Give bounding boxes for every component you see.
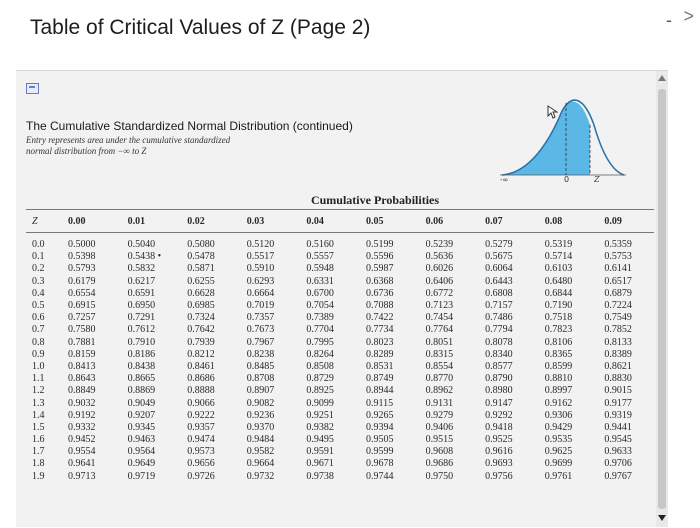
- probability-cell: 0.8708: [246, 373, 275, 385]
- probability-cell: 0.5040: [127, 239, 156, 251]
- table-row: [26, 233, 654, 252]
- probability-cell: 0.8023: [365, 336, 394, 348]
- probability-cell: 0.9732: [246, 470, 275, 482]
- probability-cell: 0.8133: [604, 336, 632, 348]
- probability-cell: 0.5517: [246, 251, 275, 263]
- cursor-icon: [546, 105, 558, 119]
- probability-cell: 0.5871: [187, 263, 215, 275]
- probability-cell: 0.5557: [306, 251, 334, 263]
- probability-cell: 0.5000: [68, 239, 96, 251]
- probability-cell: 0.6517: [604, 275, 632, 287]
- z-value-cell: 0.0: [32, 239, 45, 251]
- probability-cell: 0.5948: [306, 263, 334, 275]
- probability-cell: 0.7794: [485, 324, 513, 336]
- probability-cell: 0.8869: [127, 385, 156, 397]
- z-value-cell: 0.7: [32, 324, 45, 336]
- table-row: [26, 263, 654, 275]
- probability-cell: 0.9744: [365, 470, 394, 482]
- probability-cell: 0.5120: [246, 239, 275, 251]
- probability-cell: 0.8962: [425, 385, 454, 397]
- probability-cell: 0.8264: [306, 348, 334, 360]
- probability-cell: 0.6255: [187, 275, 215, 287]
- probability-cell: 0.5359: [604, 239, 632, 251]
- probability-cell: 0.5478: [187, 251, 215, 263]
- probability-cell: 0.7549: [604, 312, 632, 324]
- header-col: 0.06: [416, 210, 476, 233]
- z-value-cell: 0.3: [32, 275, 45, 287]
- probability-cell: 0.9279: [425, 409, 454, 421]
- scroll-up-icon[interactable]: [658, 75, 666, 81]
- probability-cell: 0.9535: [544, 434, 573, 446]
- entry-note: [26, 135, 306, 157]
- probability-cell: 0.9582: [246, 446, 275, 458]
- z-value-cell: 1.6: [32, 434, 45, 446]
- table-row: [26, 434, 654, 446]
- probability-cell: 0.5160: [306, 239, 334, 251]
- probability-cell: 0.7019: [246, 300, 275, 312]
- probability-cell: 0.8997: [544, 385, 573, 397]
- table-row: [26, 288, 654, 300]
- table-row: [26, 397, 654, 409]
- probability-cell: 0.9545: [604, 434, 632, 446]
- probability-cell: 0.5675: [485, 251, 513, 263]
- probability-cell: 0.5596: [365, 251, 394, 263]
- probability-cell: 0.6808: [485, 287, 513, 299]
- probability-cell: 0.9649: [127, 458, 156, 470]
- header-col: 0.03: [237, 210, 297, 233]
- entry-note-line2: normal distribution from −∞ to Z: [26, 146, 147, 156]
- probability-cell: 0.7881: [68, 336, 96, 348]
- header-col: 0.07: [475, 210, 535, 233]
- probability-cell: 0.9452: [68, 434, 96, 446]
- probability-cell: 0.5910: [246, 263, 275, 275]
- probability-cell: 0.7123: [425, 300, 454, 312]
- probability-cell: 0.9726: [187, 470, 215, 482]
- probability-cell: 0.8508: [306, 360, 334, 372]
- probability-cell: 0.6554: [68, 287, 96, 299]
- probability-cell: 0.7422: [365, 312, 394, 324]
- document-viewer: [16, 70, 668, 527]
- probability-cell: 0.9207: [127, 409, 156, 421]
- probability-cell: 0.8485: [246, 360, 275, 372]
- probability-cell: 0.8340: [485, 348, 513, 360]
- label-minus-inf: -∞: [500, 176, 509, 183]
- probability-cell: 0.9099: [306, 397, 334, 409]
- z-value-cell: 0.5: [32, 300, 45, 312]
- probability-cell: 0.8365: [544, 348, 573, 360]
- scroll-down-icon[interactable]: [658, 515, 666, 521]
- probability-cell: 0.9608: [425, 446, 454, 458]
- probability-cell: 0.8238: [246, 348, 275, 360]
- probability-cell: 0.9332: [68, 421, 96, 433]
- probability-cell: 0.8849: [68, 385, 96, 397]
- page-title: Table of Critical Values of Z (Page 2): [30, 16, 371, 39]
- probability-cell: 0.9515: [425, 434, 454, 446]
- probability-cell: 0.9738: [306, 470, 334, 482]
- probability-cell: 0.6985: [187, 300, 215, 312]
- scroll-thumb[interactable]: [658, 89, 666, 509]
- probability-cell: 0.5199: [365, 239, 394, 251]
- probability-cell: 0.5987: [365, 263, 394, 275]
- probability-cell: 0.6141: [604, 263, 632, 275]
- probability-cell: 0.9719: [127, 470, 156, 482]
- probability-cell: 0.9656: [187, 458, 215, 470]
- probability-cell: 0.8051: [425, 336, 454, 348]
- distribution-heading: The Cumulative Standardized Normal Distribution (continued): [26, 119, 353, 133]
- probability-cell: 0.7291: [127, 312, 156, 324]
- probability-cell: 0.6179: [68, 275, 96, 287]
- probability-cell: 0.8212: [187, 348, 215, 360]
- probability-cell: 0.9591: [306, 446, 334, 458]
- normal-curve-figure: [498, 95, 628, 183]
- probability-cell: 0.9345: [127, 421, 156, 433]
- probability-cell: 0.9706: [604, 458, 632, 470]
- probability-cell: 0.7704: [306, 324, 334, 336]
- probability-cell: 0.6700: [306, 287, 334, 299]
- probability-cell: 0.8665: [127, 373, 156, 385]
- probability-cell: 0.9015: [604, 385, 632, 397]
- table-row: [26, 361, 654, 373]
- probability-cell: 0.5832: [127, 263, 156, 275]
- probability-cell: 0.9625: [544, 446, 573, 458]
- probability-cell: 0.9761: [544, 470, 573, 482]
- probability-cell: 0.9066: [187, 397, 215, 409]
- probability-cell: 0.5398: [68, 251, 96, 263]
- probability-cell: 0.9699: [544, 458, 573, 470]
- probability-cell: 0.7224: [604, 300, 632, 312]
- probability-cell: 0.5793: [68, 263, 96, 275]
- probability-cell: 0.5753: [604, 251, 632, 263]
- probability-cell: 0.6772: [425, 287, 454, 299]
- probability-cell: 0.9750: [425, 470, 454, 482]
- probability-cell: 0.8531: [365, 360, 394, 372]
- table-title: Cumulative Probabilities: [310, 193, 440, 207]
- probability-cell: 0.6591: [127, 287, 156, 299]
- header-col: 0.01: [118, 210, 178, 233]
- probability-cell: 0.9756: [485, 470, 513, 482]
- probability-cell: 0.9306: [544, 409, 573, 421]
- probability-cell: 0.7823: [544, 324, 573, 336]
- probability-cell: 0.9115: [365, 397, 394, 409]
- header-col: 0.02: [177, 210, 237, 233]
- probability-cell: 0.7852: [604, 324, 632, 336]
- z-value-cell: 0.6: [32, 312, 45, 324]
- probability-cell: 0.6331: [306, 275, 334, 287]
- probability-cell: 0.9616: [485, 446, 513, 458]
- table-body: [26, 233, 654, 483]
- probability-cell: 0.9713: [68, 470, 96, 482]
- header-col: 0.08: [535, 210, 595, 233]
- probability-cell: 0.9049: [127, 397, 156, 409]
- probability-cell: 0.8159: [68, 348, 96, 360]
- probability-cell: 0.7612: [127, 324, 156, 336]
- table-row: [26, 349, 654, 361]
- probability-cell: 0.7454: [425, 312, 454, 324]
- table-header-row: [26, 210, 654, 233]
- probability-cell: 0.5636: [425, 251, 454, 263]
- probability-cell: 0.9525: [485, 434, 513, 446]
- probability-cell: 0.9382: [306, 421, 334, 433]
- probability-cell: 0.5080: [187, 239, 215, 251]
- probability-cell: 0.9664: [246, 458, 275, 470]
- probability-cell: 0.8907: [246, 385, 275, 397]
- z-value-cell: 0.4: [32, 287, 45, 299]
- probability-cell: 0.5279: [485, 239, 513, 251]
- probability-cell: 0.9767: [604, 470, 632, 482]
- z-table-block: [26, 191, 654, 483]
- probability-cell: 0.9265: [365, 409, 394, 421]
- probability-cell: 0.8621: [604, 360, 632, 372]
- table-row: [26, 312, 654, 324]
- probability-cell: 0.8770: [425, 373, 454, 385]
- probability-cell: 0.5239: [425, 239, 454, 251]
- probability-cell: 0.7190: [544, 300, 573, 312]
- probability-cell: 0.7580: [68, 324, 96, 336]
- table-row: [26, 251, 654, 263]
- probability-cell: 0.8790: [485, 373, 513, 385]
- probability-cell: 0.6950: [127, 300, 156, 312]
- probability-cell: 0.6915: [68, 300, 96, 312]
- probability-cell: 0.9429: [544, 421, 573, 433]
- probability-cell: 0.9633: [604, 446, 632, 458]
- z-value-cell: 1.5: [32, 421, 45, 433]
- probability-cell: 0.9599: [365, 446, 394, 458]
- probability-cell: 0.9251: [306, 409, 334, 421]
- probability-cell: 0.7157: [485, 300, 513, 312]
- z-value-cell: 1.3: [32, 397, 45, 409]
- probability-cell: 0.7910: [127, 336, 156, 348]
- probability-cell: 0.6879: [604, 287, 632, 299]
- probability-cell: 0.9505: [365, 434, 394, 446]
- label-zero: 0: [564, 175, 570, 183]
- z-table: [26, 209, 654, 483]
- header-col: 0.04: [296, 210, 356, 233]
- probability-cell: 0.8106: [544, 336, 573, 348]
- document-icon[interactable]: [26, 83, 39, 94]
- z-value-cell: 1.2: [32, 385, 45, 397]
- probability-cell: 0.8413: [68, 360, 96, 372]
- probability-cell: 0.9418: [485, 421, 513, 433]
- probability-cell: 0.9474: [187, 434, 215, 446]
- probability-cell: 0.8438: [127, 360, 156, 372]
- probability-cell: 0.8686: [187, 373, 215, 385]
- probability-cell: 0.8577: [485, 360, 513, 372]
- probability-cell: 0.6480: [544, 275, 573, 287]
- probability-cell: 0.7357: [246, 312, 275, 324]
- probability-cell: 0.8461: [187, 360, 215, 372]
- probability-cell: 0.9370: [246, 421, 275, 433]
- probability-cell: 0.8315: [425, 348, 454, 360]
- probability-cell: 0.9463: [127, 434, 156, 446]
- header-col: 0.09: [594, 210, 654, 233]
- table-row: [26, 324, 654, 336]
- probability-cell: 0.6293: [246, 275, 275, 287]
- minimize-icon[interactable]: -: [666, 10, 672, 30]
- probability-cell: 0.8830: [604, 373, 632, 385]
- probability-cell: 0.7642: [187, 324, 215, 336]
- probability-cell: 0.5438 •: [127, 251, 162, 263]
- probability-cell: 0.7673: [246, 324, 275, 336]
- probability-cell: 0.6026: [425, 263, 454, 275]
- probability-cell: 0.7088: [365, 300, 394, 312]
- probability-cell: 0.9162: [544, 397, 573, 409]
- probability-cell: 0.9554: [68, 446, 96, 458]
- probability-cell: 0.7518: [544, 312, 573, 324]
- probability-cell: 0.8186: [127, 348, 156, 360]
- probability-cell: 0.6368: [365, 275, 394, 287]
- label-z: Z: [594, 175, 600, 183]
- probability-cell: 0.9564: [127, 446, 156, 458]
- probability-cell: 0.9693: [485, 458, 513, 470]
- probability-cell: 0.9236: [246, 409, 275, 421]
- probability-cell: 0.7734: [365, 324, 394, 336]
- probability-cell: 0.9131: [425, 397, 454, 409]
- probability-cell: 0.6844: [544, 287, 573, 299]
- probability-cell: 0.9678: [365, 458, 394, 470]
- table-row: [26, 471, 654, 483]
- header-col: 0.00: [58, 210, 118, 233]
- probability-cell: 0.9686: [425, 458, 454, 470]
- probability-cell: 0.9495: [306, 434, 334, 446]
- z-value-cell: 0.2: [32, 263, 45, 275]
- probability-cell: 0.9032: [68, 397, 96, 409]
- probability-cell: 0.7257: [68, 312, 96, 324]
- table-row: [26, 373, 654, 385]
- probability-cell: 0.8389: [604, 348, 632, 360]
- probability-cell: 0.6664: [246, 287, 275, 299]
- table-row: [26, 276, 654, 288]
- probability-cell: 0.9357: [187, 421, 215, 433]
- next-arrow-icon[interactable]: >: [683, 6, 694, 26]
- probability-cell: 0.6628: [187, 287, 215, 299]
- probability-cell: 0.9484: [246, 434, 275, 446]
- vertical-scrollbar[interactable]: [656, 71, 668, 527]
- probability-cell: 0.9292: [485, 409, 513, 421]
- probability-cell: 0.6217: [127, 275, 156, 287]
- probability-cell: 0.9573: [187, 446, 215, 458]
- probability-cell: 0.6064: [485, 263, 513, 275]
- probability-cell: 0.9671: [306, 458, 334, 470]
- table-row: [26, 337, 654, 349]
- probability-cell: 0.8944: [365, 385, 394, 397]
- z-value-cell: 1.8: [32, 458, 45, 470]
- probability-cell: 0.9222: [187, 409, 215, 421]
- probability-cell: 0.7967: [246, 336, 275, 348]
- probability-cell: 0.7486: [485, 312, 513, 324]
- table-row: [26, 422, 654, 434]
- probability-cell: 0.9406: [425, 421, 454, 433]
- probability-cell: 0.9082: [246, 397, 275, 409]
- z-value-cell: 1.1: [32, 373, 45, 385]
- table-row: [26, 458, 654, 470]
- probability-cell: 0.5714: [544, 251, 573, 263]
- z-value-cell: 1.4: [32, 409, 45, 421]
- z-value-cell: 1.7: [32, 446, 45, 458]
- table-row: [26, 385, 654, 397]
- probability-cell: 0.9641: [68, 458, 96, 470]
- probability-cell: 0.8078: [485, 336, 513, 348]
- probability-cell: 0.6103: [544, 263, 573, 275]
- probability-cell: 0.8810: [544, 373, 573, 385]
- probability-cell: 0.7995: [306, 336, 334, 348]
- z-value-cell: 0.8: [32, 336, 45, 348]
- probability-cell: 0.7939: [187, 336, 215, 348]
- table-row: [26, 410, 654, 422]
- entry-note-line1: Entry represents area under the cumulative standardized: [26, 135, 231, 145]
- probability-cell: 0.8554: [425, 360, 454, 372]
- probability-cell: 0.8729: [306, 373, 334, 385]
- probability-cell: 0.8599: [544, 360, 573, 372]
- probability-cell: 0.9192: [68, 409, 96, 421]
- probability-cell: 0.9177: [604, 397, 632, 409]
- probability-cell: 0.6443: [485, 275, 513, 287]
- probability-cell: 0.5319: [544, 239, 573, 251]
- probability-cell: 0.9319: [604, 409, 632, 421]
- probability-cell: 0.6406: [425, 275, 454, 287]
- z-value-cell: 0.1: [32, 251, 45, 263]
- probability-cell: 0.8749: [365, 373, 394, 385]
- probability-cell: 0.9441: [604, 421, 632, 433]
- probability-cell: 0.9147: [485, 397, 513, 409]
- header-col: 0.05: [356, 210, 416, 233]
- z-value-cell: 1.9: [32, 470, 45, 482]
- z-value-cell: 0.9: [32, 348, 45, 360]
- table-row: [26, 446, 654, 458]
- probability-cell: 0.8925: [306, 385, 334, 397]
- probability-cell: 0.8888: [187, 385, 215, 397]
- table-row: [26, 300, 654, 312]
- probability-cell: 0.8643: [68, 373, 96, 385]
- probability-cell: 0.9394: [365, 421, 394, 433]
- probability-cell: 0.8980: [485, 385, 513, 397]
- z-value-cell: 1.0: [32, 360, 45, 372]
- probability-cell: 0.7389: [306, 312, 334, 324]
- probability-cell: 0.7324: [187, 312, 215, 324]
- probability-cell: 0.6736: [365, 287, 394, 299]
- probability-cell: 0.8289: [365, 348, 394, 360]
- header-z: Z: [26, 210, 58, 233]
- probability-cell: 0.7054: [306, 300, 334, 312]
- probability-cell: 0.7764: [425, 324, 454, 336]
